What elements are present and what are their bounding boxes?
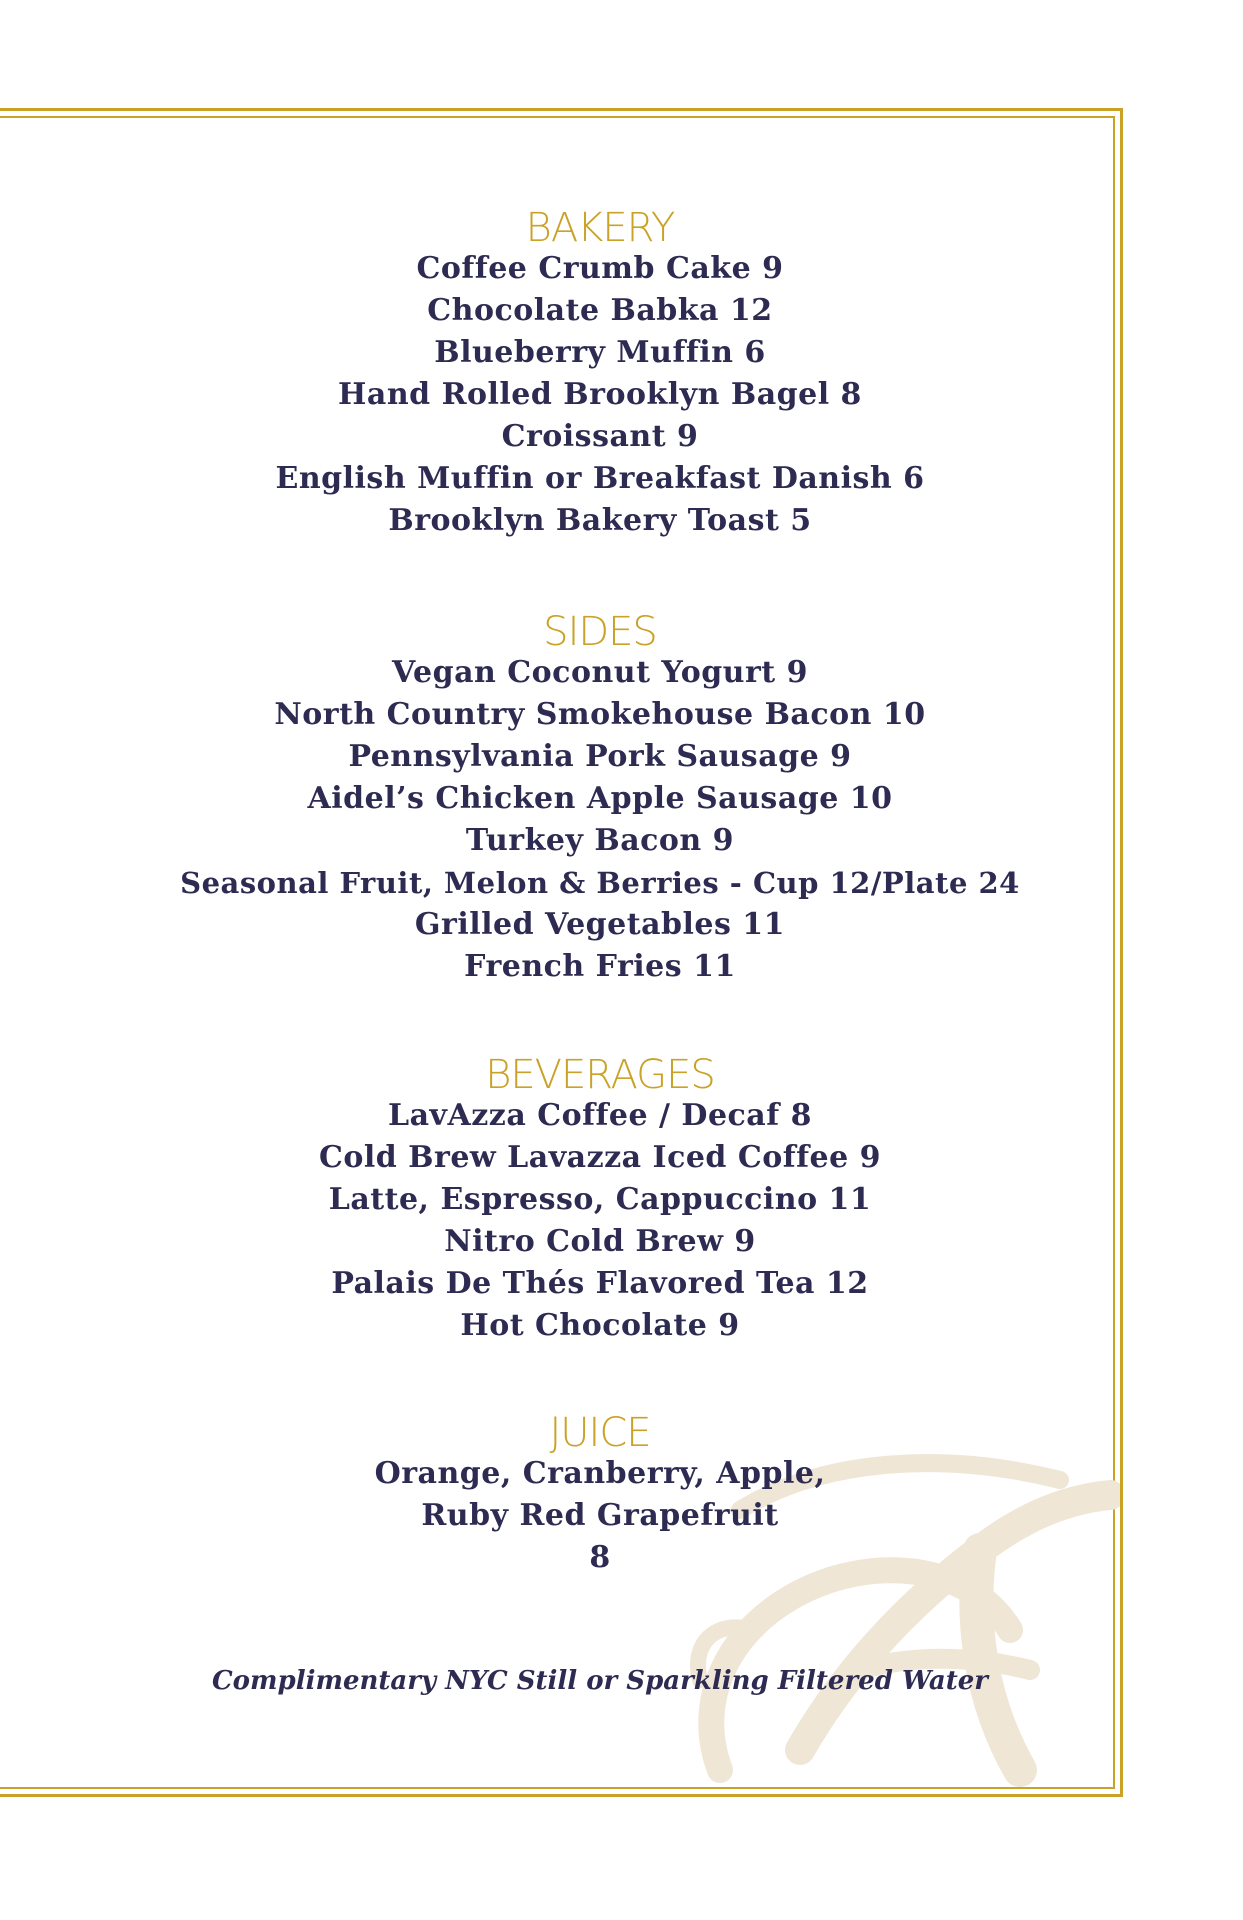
item-list xyxy=(0,652,1200,988)
menu-item: Seasonal Fruit, Melon & Berries - Cup 12/Plate 24 xyxy=(180,866,1020,900)
menu-item: Orange, Cranberry, Apple, xyxy=(374,1456,826,1491)
item-list xyxy=(0,248,1200,542)
section-sides xyxy=(0,609,1200,988)
menu-item: Latte, Espresso, Cappuccino 11 xyxy=(328,1182,872,1217)
section-title: BEVERAGES xyxy=(485,1052,715,1098)
item-list xyxy=(0,1095,1200,1347)
menu-item: Pennsylvania Pork Sausage 9 xyxy=(348,739,852,774)
menu-item: Blueberry Muffin 6 xyxy=(434,335,766,370)
section-bakery xyxy=(0,205,1200,542)
water-footnote: Complimentary NYC Still or Sparkling Filtered Water xyxy=(211,1666,988,1696)
menu-item: French Fries 11 xyxy=(464,949,736,984)
menu-item: Aidel’s Chicken Apple Sausage 10 xyxy=(307,781,893,816)
menu-item: Nitro Cold Brew 9 xyxy=(444,1224,756,1259)
menu-item: Vegan Coconut Yogurt 9 xyxy=(392,655,808,690)
menu-item: 8 xyxy=(589,1540,611,1575)
menu-item: Croissant 9 xyxy=(501,419,699,454)
menu-item: Turkey Bacon 9 xyxy=(465,823,735,858)
section-title: JUICE xyxy=(549,1410,651,1456)
menu-item: Hand Rolled Brooklyn Bagel 8 xyxy=(338,377,862,412)
menu-item: Chocolate Babka 12 xyxy=(427,293,773,328)
section-title: BAKERY xyxy=(525,205,675,251)
menu-item: Palais De Thés Flavored Tea 12 xyxy=(331,1266,869,1301)
menu-item: Coffee Crumb Cake 9 xyxy=(416,251,784,286)
menu-item: Grilled Vegetables 11 xyxy=(414,907,786,942)
section-beverages xyxy=(0,1052,1200,1347)
menu-item: Hot Chocolate 9 xyxy=(460,1308,740,1343)
menu-item: Brooklyn Bakery Toast 5 xyxy=(388,503,812,538)
section-title: SIDES xyxy=(543,609,657,655)
menu-item: Ruby Red Grapefruit xyxy=(421,1498,779,1533)
menu-item: North Country Smokehouse Bacon 10 xyxy=(274,697,926,732)
menu-item: English Muffin or Breakfast Danish 6 xyxy=(275,461,925,496)
menu-item: LavAzza Coffee / Decaf 8 xyxy=(388,1098,812,1133)
section-juice xyxy=(0,1410,1200,1579)
item-list xyxy=(0,1453,1200,1579)
menu-item: Cold Brew Lavazza Iced Coffee 9 xyxy=(318,1140,882,1175)
